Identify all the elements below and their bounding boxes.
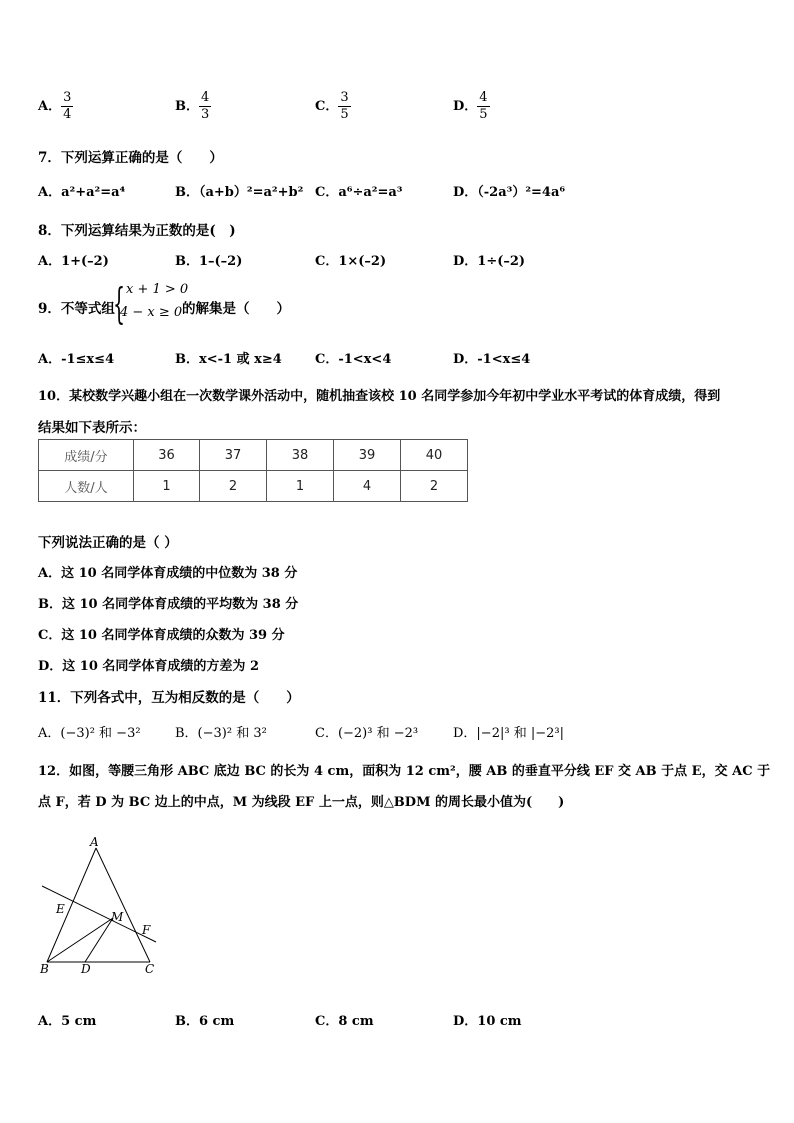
q8-option-d[interactable]: D．1÷(–2) xyxy=(453,254,526,269)
q12-option-c[interactable]: C．8 cm xyxy=(315,1014,374,1029)
q11-option-c[interactable]: C．(−2)³ 和 −2³ xyxy=(315,726,419,741)
table-cell: 4 xyxy=(334,471,401,502)
label-a: A xyxy=(90,835,99,849)
q7-stem: 7．下列运算正确的是（ ） xyxy=(38,150,223,166)
side-ab xyxy=(47,848,96,962)
q9-brace: { xyxy=(113,279,126,328)
table-cell: 40 xyxy=(401,440,468,471)
q7-option-d[interactable]: D．（-2a³）²=4a⁶ xyxy=(453,185,566,200)
q11-option-a[interactable]: A．(−3)² 和 −3² xyxy=(38,726,141,741)
q6-option-a-fraction: $\frac{3}{4}$ xyxy=(63,90,72,122)
q12-option-a[interactable]: A．5 cm xyxy=(38,1014,97,1029)
label-d: D xyxy=(81,962,91,976)
q7-option-b[interactable]: B．（a+b）²=a²+b² xyxy=(175,185,304,200)
q9-option-b[interactable]: B．x<-1 或 x≥4 xyxy=(175,352,282,367)
q9-line2: 4 − x ≥ 0 xyxy=(120,305,183,320)
table-cell: 37 xyxy=(200,440,267,471)
q7-option-a[interactable]: A．a²+a²=a⁴ xyxy=(38,185,126,200)
table-cell: 成绩/分 xyxy=(39,440,134,471)
side-ac xyxy=(96,848,150,962)
label-b: B xyxy=(40,962,49,976)
q8-option-b[interactable]: B．1–(–2) xyxy=(175,254,243,269)
q9-option-c[interactable]: C．-1<x<4 xyxy=(315,352,392,367)
table-cell: 39 xyxy=(334,440,401,471)
table-cell: 38 xyxy=(267,440,334,471)
q12-option-b[interactable]: B．6 cm xyxy=(175,1014,235,1029)
q8-option-a[interactable]: A．1+(–2) xyxy=(38,254,109,269)
q6-option-c-fraction: $\frac{3}{5}$ xyxy=(340,90,349,122)
q11-stem: 11．下列各式中，互为相反数的是（ ） xyxy=(38,690,300,706)
q6-option-b[interactable]: B． $\frac{4}{3}$ xyxy=(175,90,210,122)
q7-option-c[interactable]: C．a⁶÷a²=a³ xyxy=(315,185,403,200)
table-cell: 2 xyxy=(200,471,267,502)
table-cell: 1 xyxy=(134,471,200,502)
q10-question: 下列说法正确的是（ ） xyxy=(38,535,178,551)
label-m: M xyxy=(111,910,124,924)
q8-stem: 8．下列运算结果为正数的是( ) xyxy=(38,223,236,239)
q10-stem-line1: 10．某校数学兴趣小组在一次数学课外活动中，随机抽查该校 10 名同学参加今年初中学业水平考试的体育成绩，得到 xyxy=(38,389,721,404)
q9-option-a[interactable]: A．-1≤x≤4 xyxy=(38,352,115,367)
table-cell: 1 xyxy=(267,471,334,502)
q10-option-c[interactable]: C．这 10 名同学体育成绩的众数为 39 分 xyxy=(38,628,285,643)
q6-option-c[interactable]: C． $\frac{3}{5}$ xyxy=(315,90,349,122)
q6-option-d-fraction: $\frac{4}{5}$ xyxy=(479,90,488,122)
q11-option-b[interactable]: B．(−3)² 和 3² xyxy=(175,726,267,741)
q10-option-d[interactable]: D．这 10 名同学体育成绩的方差为 2 xyxy=(38,659,259,674)
label-c: C xyxy=(145,962,155,976)
q9-line1: x + 1 > 0 xyxy=(126,282,189,297)
q10-option-b[interactable]: B．这 10 名同学体育成绩的平均数为 38 分 xyxy=(38,597,299,612)
label-f: F xyxy=(142,923,151,937)
table-cell: 2 xyxy=(401,471,468,502)
q10-option-a[interactable]: A．这 10 名同学体育成绩的中位数为 38 分 xyxy=(38,566,298,581)
q6-option-b-fraction: $\frac{4}{3}$ xyxy=(201,90,210,122)
q12-stem-line2: 点 F，若 D 为 BC 边上的中点，M 为线段 EF 上一点，则△BDM 的周长最小值为( ) xyxy=(38,795,565,810)
table-cell: 36 xyxy=(134,440,200,471)
q12-option-d[interactable]: D．10 cm xyxy=(453,1014,522,1029)
table-cell: 人数/人 xyxy=(39,471,134,502)
q6-option-a[interactable]: A． $\frac{3}{4}$ xyxy=(38,90,72,122)
q6-option-d[interactable]: D． $\frac{4}{5}$ xyxy=(453,90,488,122)
q8-option-c[interactable]: C．1×(–2) xyxy=(315,254,387,269)
q10-stem-line2: 结果如下表所示： xyxy=(38,420,146,436)
label-e: E xyxy=(56,902,65,916)
q11-option-d[interactable]: D．|−2|³ 和 |−2³| xyxy=(453,726,564,741)
q12-stem-line1: 12．如图，等腰三角形 ABC 底边 BC 的长为 4 cm，面积为 12 cm²，腰 AB 的垂直平分线 EF 交 AB 于点 E，交 AC 于 xyxy=(38,764,771,779)
segment-dm xyxy=(85,918,113,962)
q9-stem-prefix: 9．不等式组 xyxy=(38,301,115,317)
q9-stem-suffix: 的解集是（ ） xyxy=(182,301,290,317)
q9-option-d[interactable]: D．-1<x≤4 xyxy=(453,352,531,367)
